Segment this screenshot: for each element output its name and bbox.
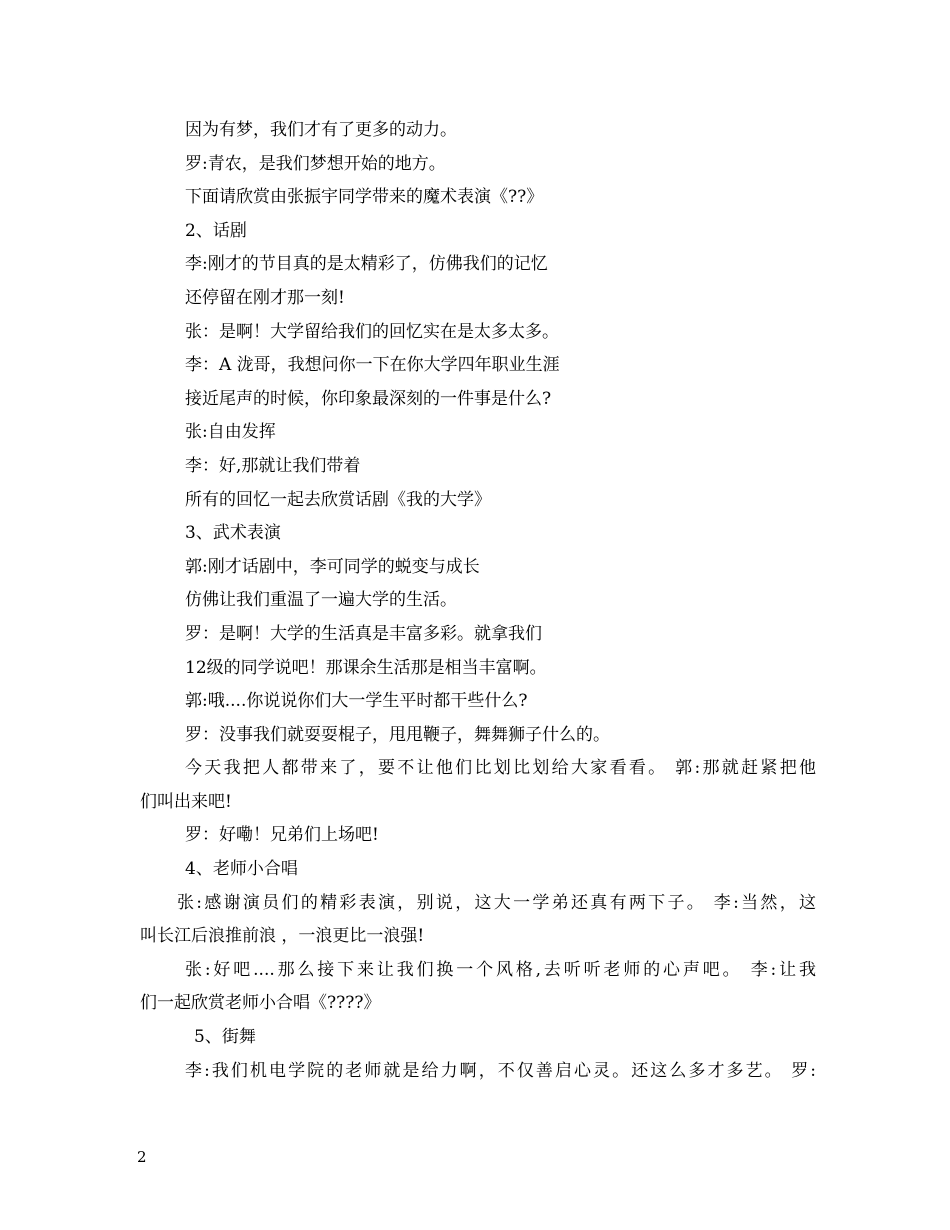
text-line: 还停留在刚才那一刻! [185,287,345,308]
text-line: 因为有梦，我们才有了更多的动力。 [185,120,457,140]
text-line: 张:好吧....那么接下来让我们换一个风格,去听听老师的心声吧。 李:让我 [185,959,816,980]
text-line: 仿佛让我们重温了一遍大学的生活。 [185,590,457,611]
text-line: 12级的同学说吧！那课余生活那是相当丰富啊。 [185,657,547,678]
text-line: 李:我们机电学院的老师就是给力啊，不仅善启心灵。还这么多才多艺。 罗: [185,1060,816,1081]
text-line: 张：是啊！大学留给我们的回忆实在是太多太多。 [185,321,559,342]
text-line: 们叫出来吧! [140,791,232,812]
document-body [140,114,816,1088]
text-line: 李：好,那就让我们带着 [185,455,361,476]
text-line: 今天我把人都带来了，要不让他们比划比划给大家看看。 郭:那就赶紧把他 [185,758,816,779]
section-heading: 5、街舞 [194,1027,256,1048]
text-line: 接近尾声的时候，你印象最深刻的一件事是什么? [185,388,552,409]
text-line: 们一起欣赏老师小合唱《????》 [140,993,381,1014]
text-line: 郭:刚才话剧中，李可同学的蜕变与成长 [185,556,480,577]
text-line: 张:感谢演员们的精彩表演，别说，这大一学弟还真有两下子。 李:当然，这 [177,892,816,913]
text-line: 李：A 泷哥，我想问你一下在你大学四年职业生涯 [185,355,560,376]
text-line: 郭:哦....你说说你们大一学生平时都干些什么? [185,691,528,712]
section-heading: 4、老师小合唱 [185,859,298,880]
text-line: 罗:青农，是我们梦想开始的地方。 [185,153,446,174]
page-number: 2 [137,1148,147,1166]
text-line: 罗：好嘞！兄弟们上场吧! [185,825,379,846]
text-line: 所有的回忆一起去欣赏话剧《我的大学》 [185,489,491,510]
text-line: 下面请欣赏由张振宇同学带来的魔术表演《??》 [185,187,544,208]
section-heading: 2、话剧 [185,220,247,241]
text-line: 罗：是啊！大学的生活真是丰富多彩。就拿我们 [185,623,542,644]
text-line: 张:自由发挥 [185,422,276,443]
text-line: 叫长江后浪推前浪 ，一浪更比一浪强! [140,926,425,947]
section-heading: 3、武术表演 [185,523,281,544]
text-line: 罗：没事我们就耍耍棍子，甩甩鞭子，舞舞狮子什么的。 [185,724,610,745]
text-line: 李:刚才的节目真的是太精彩了，仿佛我们的记忆 [185,254,548,275]
